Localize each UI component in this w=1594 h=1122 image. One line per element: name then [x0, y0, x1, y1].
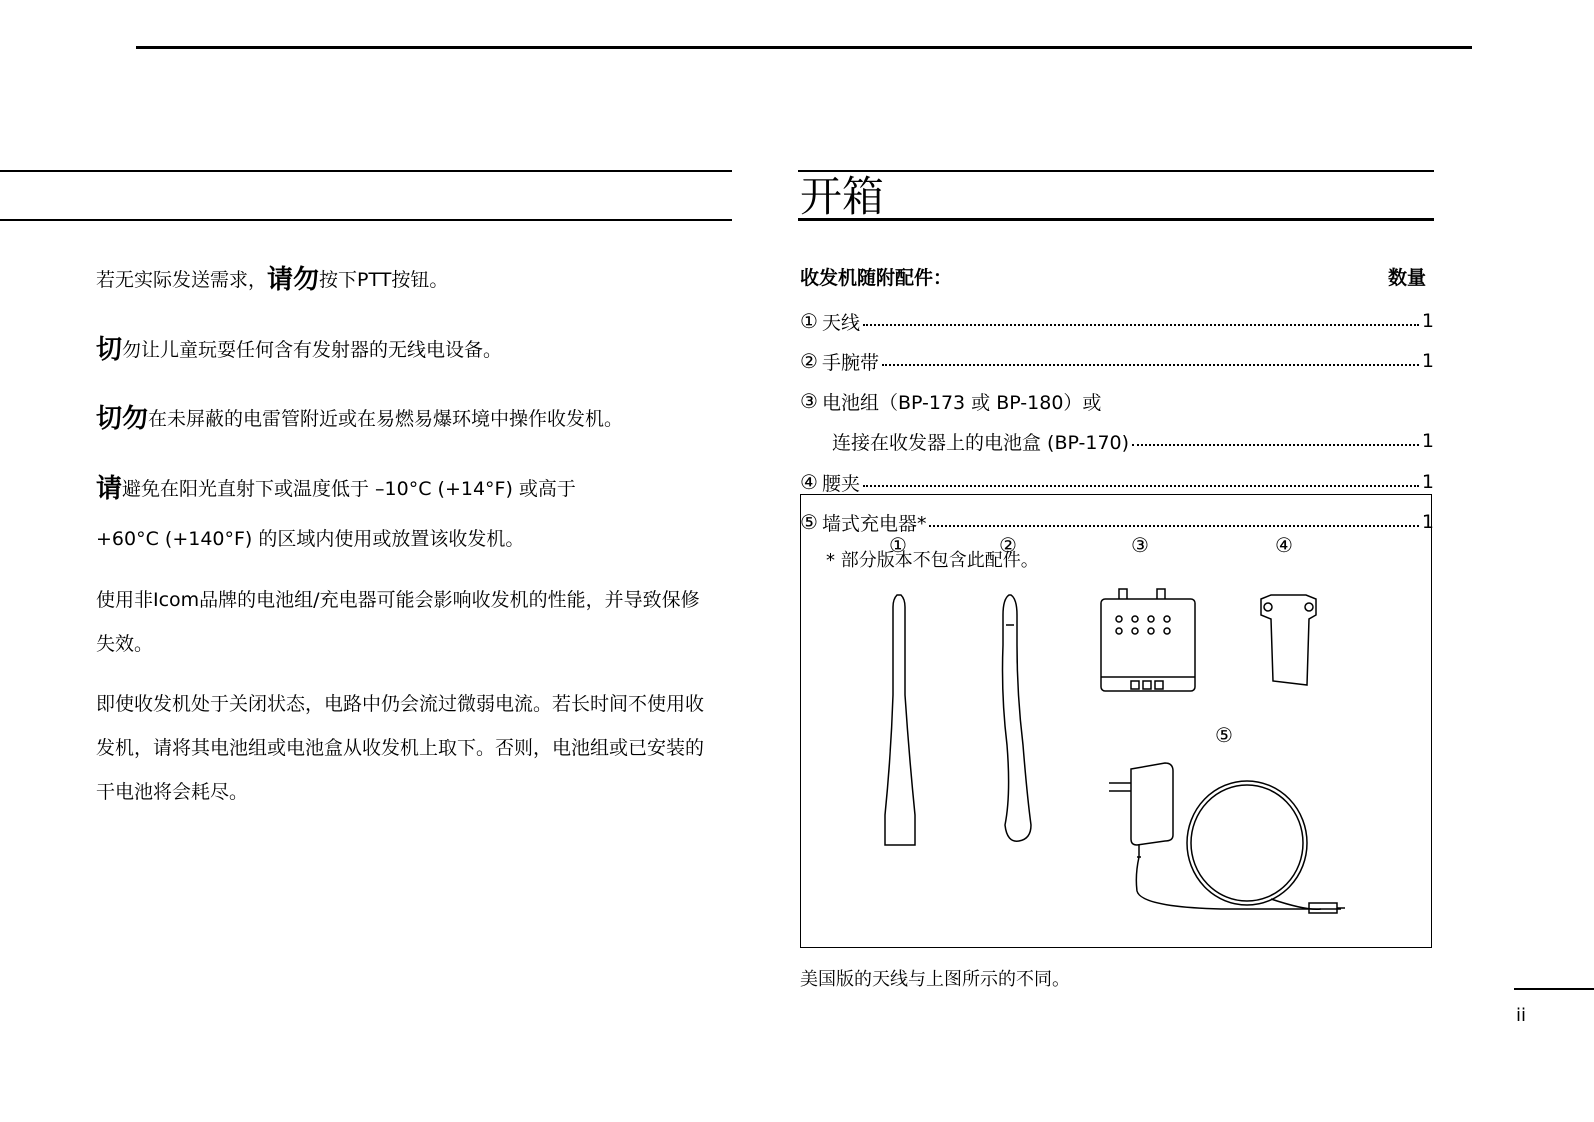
accessory-antenna: ① 天线 1: [800, 309, 1434, 334]
drain-line1: 即使收发机处于关闭状态，电路中仍会流过微弱电流。若长时间不使用收: [96, 693, 705, 715]
quantity-header: 数量: [1388, 267, 1427, 289]
wrist-strap-drawing: [1003, 595, 1032, 841]
footnote: * 部分版本不包含此配件。: [826, 550, 1039, 571]
accessory-battery-pack: ③ 电池组（BP-173 或 BP-180）或: [800, 389, 1102, 414]
right-rule-upper: [798, 170, 1434, 172]
warranty-line1: 使用非Icom品牌的电池组/充电器可能会影响收发机的性能，并导致保修: [96, 589, 700, 611]
page-number: ii: [1516, 1005, 1527, 1026]
accessory-wall-charger: ⑤ 墙式充电器* 1: [800, 510, 1434, 535]
figure-caption: 美国版的天线与上图所示的不同。: [800, 969, 1070, 990]
caution-detonators: 切勿在未屏蔽的电雷管附近或在易燃易爆环境中操作收发机。: [96, 404, 624, 434]
figure-label-3: ③: [1131, 533, 1149, 557]
caution-ptt: 若无实际发送需求，请勿按下PTT按钮。: [96, 265, 449, 295]
antenna-drawing: [885, 595, 915, 845]
accessory-wrist-strap: ② 手腕带 1: [800, 349, 1434, 374]
accessories-title: 收发机随附配件：: [800, 267, 953, 289]
accessory-battery-case: 连接在收发器上的电池盒 (BP-170) 1: [832, 430, 1434, 454]
figure-label-2: ②: [999, 533, 1017, 557]
wall-charger-drawing: [1131, 763, 1173, 845]
drain-line2: 发机，请将其电池组或电池盒从收发机上取下。否则，电池组或已安装的: [96, 737, 705, 759]
drain-line3: 干电池将会耗尽。: [96, 781, 249, 803]
section-heading: 开箱: [800, 172, 885, 221]
figure-label-4: ④: [1275, 533, 1293, 557]
belt-clip-drawing: [1261, 595, 1316, 685]
caution-temperature-line2: +60°C (+140°F) 的区域内使用或放置该收发机。: [96, 528, 525, 550]
right-rule-lower: [798, 218, 1434, 221]
figure-label-5: ⑤: [1215, 723, 1233, 747]
caution-temperature: 请避免在阳光直射下或温度低于 –10°C (+14°F) 或高于: [96, 474, 576, 504]
warranty-line2: 失效。: [96, 633, 154, 655]
caution-children: 切勿让儿童玩耍任何含有发射器的无线电设备。: [96, 335, 503, 365]
top-rule: [136, 46, 1472, 49]
page-number-rule: [1514, 988, 1594, 990]
left-rule-upper: [0, 170, 732, 172]
figure-label-1: ①: [889, 533, 907, 557]
accessory-belt-clip: ④ 腰夹 1: [800, 470, 1434, 495]
left-rule-lower: [0, 219, 732, 221]
